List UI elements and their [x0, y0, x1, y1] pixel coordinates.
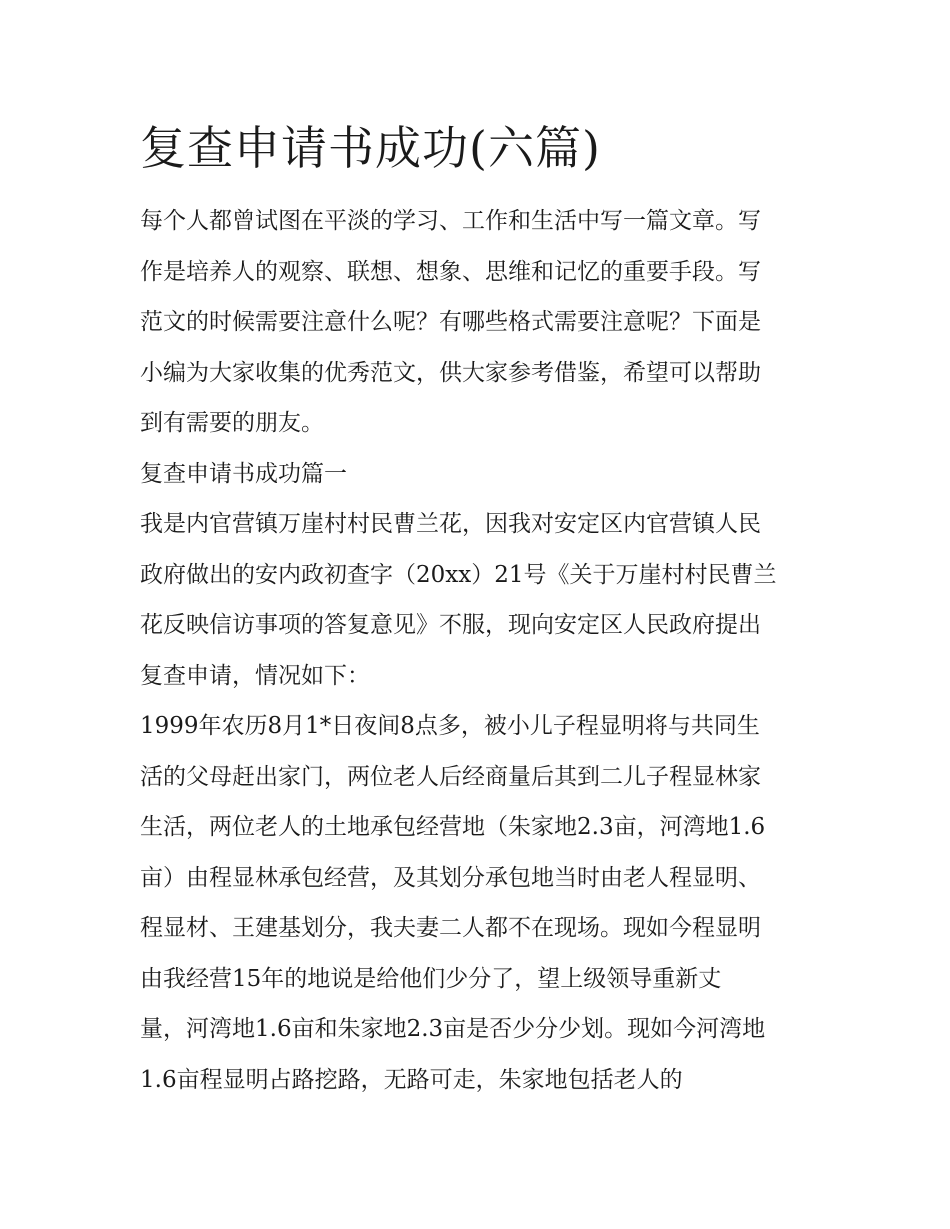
body-line: 1999年农历8月1*日夜间8点多，被小儿子程显明将与共同生 — [140, 713, 760, 739]
body-line: 小编为大家收集的优秀范文，供大家参考借鉴，希望可以帮助 — [140, 359, 761, 386]
body-line: 由我经营15年的地说是给他们少分了，望上级领导重新丈 — [140, 965, 722, 992]
body-line: 亩）由程显林承包经营，及其划分承包地当时由老人程显明、 — [140, 864, 761, 891]
body-line: 到有需要的朋友。 — [140, 410, 324, 436]
body-line: 量，河湾地1.6亩和朱家地2.3亩是否少分少划。现如今河湾地 — [140, 1016, 766, 1042]
body-line: 我是内官营镇万崖村村民曹兰花，因我对安定区内官营镇人民 — [140, 511, 761, 537]
document-title: 复查申请书成功(六篇) — [140, 121, 601, 175]
body-line: 花反映信访事项的答复意见》不服，现向安定区人民政府提出 — [140, 612, 761, 638]
body-line: 生活，两位老人的土地承包经营地（朱家地2.3亩，河湾地1.6 — [140, 814, 766, 840]
document-body — [140, 196, 820, 1105]
body-line: 政府做出的安内政初查字（20xx）21号《关于万崖村村民曹兰 — [140, 561, 777, 588]
body-line: 每个人都曾试图在平淡的学习、工作和生活中写一篇文章。写 — [140, 208, 761, 234]
body-line: 活的父母赶出家门，两位老人后经商量后其到二儿子程显林家 — [140, 763, 761, 790]
body-line: 范文的时候需要注意什么呢？有哪些格式需要注意呢？下面是 — [140, 309, 761, 335]
body-line: 程显材、王建基划分，我夫妻二人都不在现场。现如今程显明 — [140, 915, 761, 941]
body-line: 1.6亩程显明占路挖路，无路可走，朱家地包括老人的 — [140, 1066, 683, 1093]
body-line: 复查申请，情况如下： — [140, 662, 370, 689]
body-line: 作是培养人的观察、联想、想象、思维和记忆的重要手段。写 — [140, 258, 761, 285]
section-heading: 复查申请书成功篇一 — [140, 460, 347, 487]
